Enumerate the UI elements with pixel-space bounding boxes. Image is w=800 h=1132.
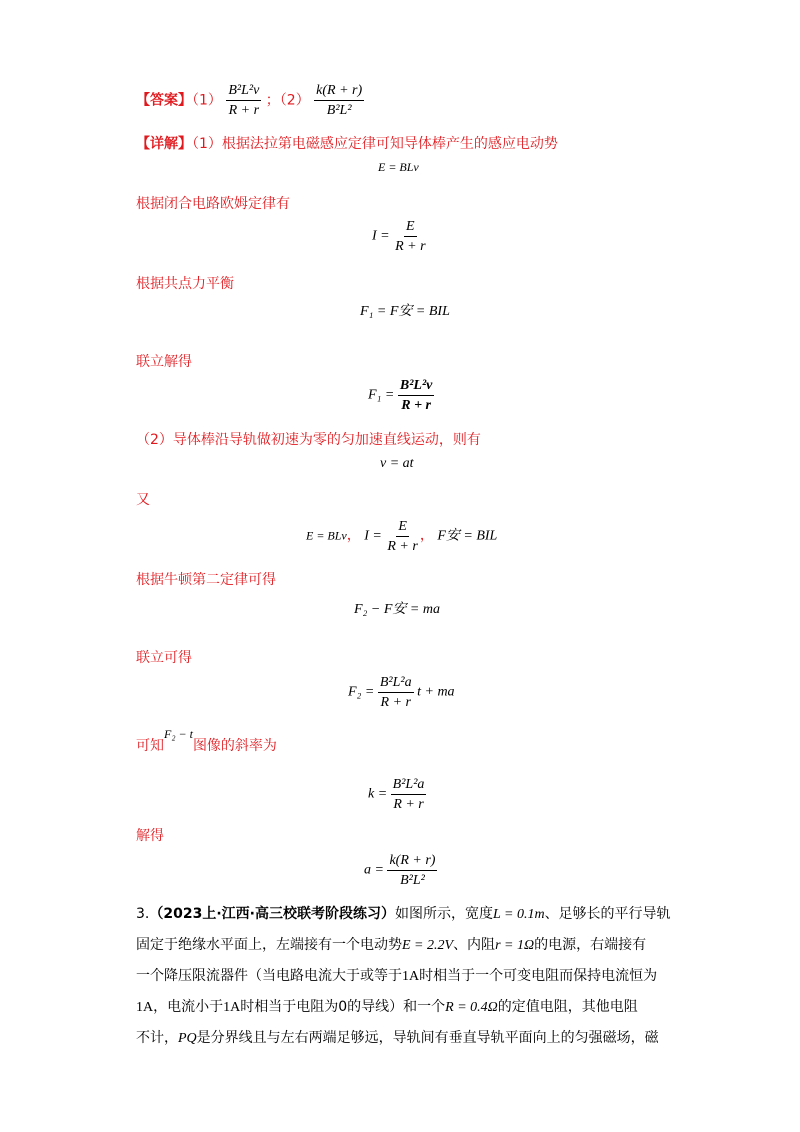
eq-combo-comma-2: ， bbox=[419, 528, 434, 544]
slope-pre-text: 可知 bbox=[136, 738, 164, 754]
eq-combo-force: F安 = BIL bbox=[437, 528, 498, 544]
eq-current bbox=[372, 218, 428, 255]
value-internal-r: r = 1Ω bbox=[495, 938, 535, 953]
combine-text: 联立解得 bbox=[136, 354, 192, 370]
eq-emf: E = BLv bbox=[378, 160, 419, 174]
eq-combo-current-den: R + r bbox=[387, 539, 418, 554]
eq-current-num: E bbox=[404, 218, 417, 237]
eq-balance: F₁ = F安 = BIL bbox=[360, 304, 450, 319]
eq-a-lhs: a = bbox=[364, 862, 384, 878]
problem-3-line-1 bbox=[136, 904, 671, 925]
problem-text-3a: 一个降压限流器件（当电路电流大于或等于 bbox=[136, 968, 402, 984]
answer-line bbox=[136, 82, 364, 119]
answer-fraction-1 bbox=[226, 82, 261, 119]
answer-separator: ； bbox=[265, 92, 280, 109]
problem-text-1b: 、足够长的平行导轨 bbox=[544, 906, 671, 922]
problem-text-2c: 的电源，右端接有 bbox=[534, 937, 647, 953]
eq-a-fraction bbox=[387, 852, 437, 889]
eq-k-lhs: k = bbox=[368, 786, 388, 802]
problem-3-line-4 bbox=[136, 997, 666, 1018]
eq-f1 bbox=[368, 377, 434, 414]
solve-text: 解得 bbox=[136, 828, 164, 844]
answer-f1-denominator: R + r bbox=[228, 103, 260, 118]
value-current-3: 1A bbox=[223, 1000, 241, 1015]
problem-3-line-5 bbox=[136, 1028, 666, 1049]
detail-intro-line bbox=[136, 134, 558, 154]
problem-text-4a: ，电流小于 bbox=[153, 999, 224, 1015]
answer-f1-numerator: B²L²v bbox=[226, 82, 261, 101]
eq-a-num: k(R + r) bbox=[387, 852, 437, 871]
problem-text-4b: 时相当于电阻为0的导线）和一个 bbox=[240, 999, 446, 1015]
combine2-text: 联立可得 bbox=[136, 650, 192, 666]
slope-post-text: 图像的斜率为 bbox=[192, 738, 277, 754]
detail-intro-text: （1）根据法拉第电磁感应定律可知导体棒产生的感应电动势 bbox=[192, 136, 558, 152]
eq-f1-fraction bbox=[398, 377, 435, 414]
problem-text-2a: 固定于绝缘水平面上，左端接有一个电动势 bbox=[136, 937, 402, 953]
problem-text-5b: 是分界线且与左右两端足够远，导轨间有垂直导轨平面向上的匀强磁场，磁 bbox=[196, 1030, 659, 1046]
eq-current-lhs: I = bbox=[372, 228, 390, 244]
eq-combo-current-lhs: I = bbox=[364, 528, 382, 544]
slope-line bbox=[136, 727, 277, 756]
also-text: 又 bbox=[136, 492, 150, 508]
problem-3-line-3 bbox=[136, 966, 666, 987]
value-emf-E: E = 2.2V bbox=[402, 938, 454, 953]
eq-v: v = at bbox=[380, 456, 414, 471]
answer-part2-label: （2） bbox=[279, 92, 310, 109]
eq-k-num: B²L²a bbox=[391, 776, 427, 795]
eq-k-fraction bbox=[391, 776, 427, 813]
eq-combo-emf: E = BLv bbox=[306, 528, 347, 543]
eq-f2-lhs: F₂ = bbox=[348, 684, 375, 700]
value-current-1: 1A bbox=[402, 969, 420, 984]
eq-a-den: B²L² bbox=[400, 873, 425, 888]
problem-source: （2023上·江西·高三校联考阶段练习） bbox=[149, 906, 395, 922]
eq-f2-num: B²L²a bbox=[378, 674, 414, 693]
problem-text-3b: 时相当于一个可变电阻而保持电流恒为 bbox=[419, 968, 658, 984]
eq-combo-comma-1: ， bbox=[346, 528, 361, 544]
ohm-law-text: 根据闭合电路欧姆定律有 bbox=[136, 196, 290, 212]
eq-f1-lhs: F₁ = bbox=[368, 387, 395, 403]
part2-text: （2）导体棒沿导轨做初速为零的匀加速直线运动，则有 bbox=[136, 432, 481, 448]
eq-f2 bbox=[348, 674, 455, 711]
eq-current-den: R + r bbox=[395, 239, 426, 254]
slope-variable: F₂ − t bbox=[164, 727, 193, 741]
eq-current-fraction bbox=[393, 218, 427, 255]
eq-newton: F₂ − F安 = ma bbox=[354, 602, 440, 617]
answer-part1-label: （1） bbox=[192, 92, 222, 109]
problem-3-line-2 bbox=[136, 935, 666, 956]
problem-3 bbox=[136, 904, 671, 1049]
eq-f2-fraction bbox=[378, 674, 414, 711]
eq-k-den: R + r bbox=[393, 797, 424, 812]
detail-tag: 【详解】 bbox=[136, 136, 192, 152]
answer-tag: 【答案】 bbox=[136, 92, 192, 109]
balance-text: 根据共点力平衡 bbox=[136, 276, 234, 292]
eq-k bbox=[368, 776, 426, 813]
newton-text: 根据牛顿第二定律可得 bbox=[136, 572, 276, 588]
problem-number: 3. bbox=[136, 906, 150, 922]
problem-text-5a: 不计， bbox=[136, 1030, 178, 1046]
eq-combo-current-fraction bbox=[385, 518, 419, 555]
problem-text-2b: 、内阻 bbox=[453, 937, 496, 953]
eq-combo-current-num: E bbox=[396, 518, 409, 537]
eq-f1-num: B²L²v bbox=[398, 377, 435, 396]
answer-f2-denominator: B²L² bbox=[326, 103, 352, 118]
problem-text-1a: 如图所示，宽度 bbox=[394, 906, 493, 922]
value-boundary-PQ: PQ bbox=[178, 1031, 197, 1046]
value-current-2: 1A bbox=[136, 1000, 154, 1015]
eq-combo bbox=[306, 518, 497, 555]
answer-f2-numerator: k(R + r) bbox=[314, 82, 364, 101]
value-width-L: L = 0.1m bbox=[492, 907, 545, 922]
eq-a bbox=[364, 852, 437, 889]
eq-f2-rhs: t + ma bbox=[417, 684, 455, 700]
value-resistor-R: R = 0.4Ω bbox=[445, 1000, 498, 1015]
answer-fraction-2 bbox=[314, 82, 364, 119]
problem-text-4c: 的定值电阻，其他电阻 bbox=[497, 999, 638, 1015]
eq-f1-den: R + r bbox=[401, 398, 431, 413]
eq-f2-den: R + r bbox=[380, 695, 411, 710]
